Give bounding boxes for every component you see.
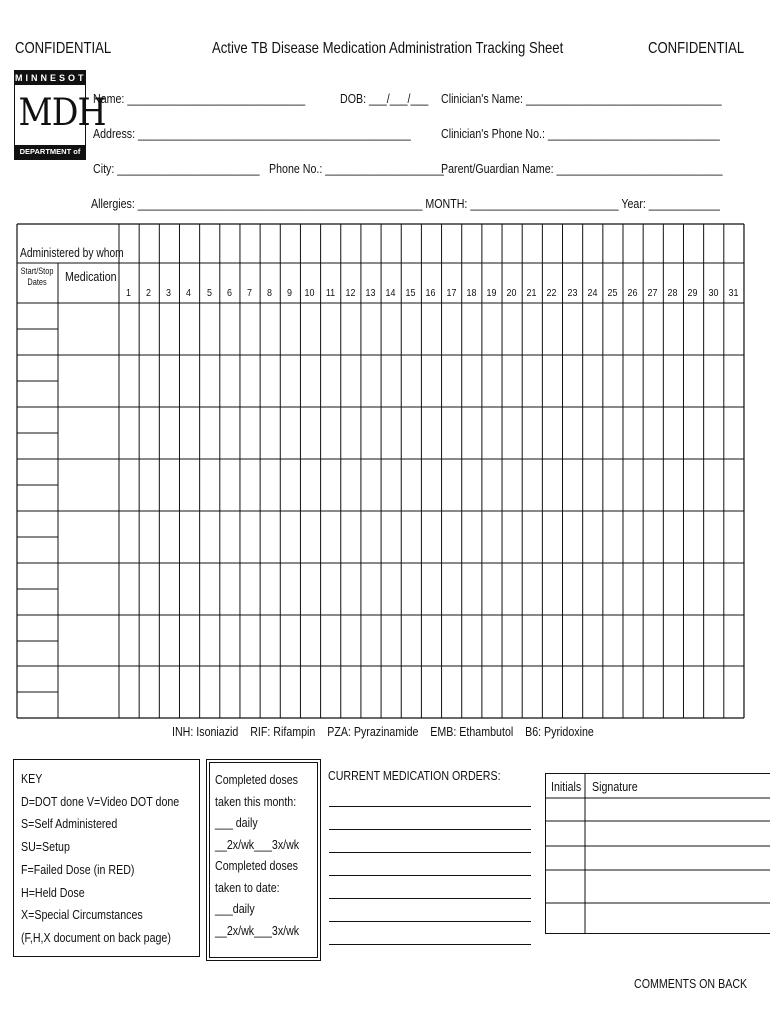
day-number: 8	[267, 287, 273, 299]
guardian-field[interactable]: Parent/Guardian Name: ____________________________	[441, 161, 723, 176]
key-line: H=Held Dose	[21, 884, 85, 900]
orders-title: CURRENT MEDICATION ORDERS:	[328, 768, 501, 783]
doses-line[interactable]: ___daily	[215, 901, 255, 916]
day-number: 15	[405, 287, 416, 299]
clinician-name-field[interactable]: Clinician's Name: _________________________________	[441, 91, 722, 106]
doses-line[interactable]: ___ daily	[215, 815, 258, 830]
order-line[interactable]	[329, 829, 531, 830]
logo-state-text: MINNESOTA	[15, 73, 96, 83]
key-line: S=Self Administered	[21, 816, 118, 832]
day-number: 7	[246, 287, 252, 299]
day-number: 4	[186, 287, 192, 299]
logo-mdh-text: MDH	[18, 91, 106, 134]
day-number: 17	[446, 287, 457, 299]
doses-line[interactable]: __2x/wk___3x/wk	[215, 836, 300, 852]
doses-line[interactable]: __2x/wk___3x/wk	[215, 922, 300, 938]
day-number: 20	[506, 287, 517, 299]
confidential-left: CONFIDENTIAL	[15, 40, 112, 57]
order-line[interactable]	[329, 944, 531, 945]
dob-field[interactable]: DOB: ___/___/___	[340, 91, 429, 106]
day-number: 12	[345, 287, 356, 299]
key-line: (F,H,X document on back page)	[21, 929, 171, 945]
day-number: 23	[567, 287, 577, 299]
order-line[interactable]	[329, 852, 531, 853]
key-line: D=DOT done V=Video DOT done	[21, 793, 180, 809]
day-number: 1	[126, 287, 131, 299]
key-text	[21, 768, 179, 950]
day-number: 6	[226, 287, 232, 299]
doses-line: Completed doses	[215, 858, 298, 873]
day-number: 13	[365, 287, 376, 299]
key-line: SU=Setup	[21, 839, 70, 855]
day-number: 25	[607, 287, 618, 299]
key-line: X=Special Circumstances	[21, 907, 143, 923]
day-number: 10	[304, 287, 315, 299]
day-number: 5	[206, 287, 212, 299]
day-number: 24	[587, 287, 598, 299]
doses-line: taken this month:	[215, 793, 297, 809]
allergies-month-year-field[interactable]: Allergies: ________________________________________________ MONTH: _________________________ Year: ____________	[91, 196, 720, 211]
order-line[interactable]	[329, 921, 531, 922]
day-number: 16	[425, 287, 436, 299]
doses-text	[215, 769, 299, 941]
city-field[interactable]: City: ________________________	[93, 161, 260, 176]
key-line: F=Failed Dose (in RED)	[21, 861, 135, 877]
day-number: 2	[146, 287, 152, 299]
signature-table	[545, 773, 770, 935]
name-field[interactable]: Name: ______________________________	[93, 91, 306, 106]
day-number: 14	[385, 287, 396, 299]
key-title: KEY	[21, 771, 43, 786]
day-number: 11	[325, 287, 335, 299]
phone-field[interactable]: Phone No.: ____________________	[269, 161, 444, 176]
day-number: 27	[647, 287, 658, 299]
start-stop-label: Start/Stop Dates	[20, 266, 54, 287]
day-number: 9	[287, 287, 293, 299]
medication-label: Medication	[65, 269, 117, 284]
day-number: 29	[688, 287, 698, 299]
address-field[interactable]: Address: ______________________________________________	[93, 126, 411, 141]
order-line[interactable]	[329, 806, 531, 807]
doses-line: Completed doses	[215, 772, 298, 787]
day-number: 26	[627, 287, 638, 299]
day-number: 19	[486, 287, 497, 299]
day-number: 18	[466, 287, 477, 299]
page-title: Active TB Disease Medication Administration Tracking Sheet	[212, 40, 564, 57]
confidential-right: CONFIDENTIAL	[648, 40, 745, 57]
day-number: 21	[526, 287, 537, 299]
order-line[interactable]	[329, 898, 531, 899]
comments-on-back: COMMENTS ON BACK	[634, 976, 748, 991]
drug-abbreviations: INH: Isoniazid RIF: Rifampin PZA: Pyrazinamide EMB: Ethambutol B6: Pyridoxine	[172, 724, 594, 739]
signature-header: Signature	[592, 779, 638, 794]
administered-by-label: Administered by whom	[20, 246, 124, 260]
doses-line: taken to date:	[215, 879, 280, 895]
day-number: 3	[166, 287, 172, 299]
day-number: 30	[708, 287, 719, 299]
logo-department-text: DEPARTMENT of HEALTH	[15, 145, 85, 159]
order-line[interactable]	[329, 875, 531, 876]
day-number: 28	[667, 287, 678, 299]
day-number: 31	[728, 287, 739, 299]
initials-header: Initials	[551, 779, 582, 794]
clinician-phone-field[interactable]: Clinician's Phone No.: _____________________________	[441, 126, 720, 141]
day-number: 22	[546, 287, 557, 299]
